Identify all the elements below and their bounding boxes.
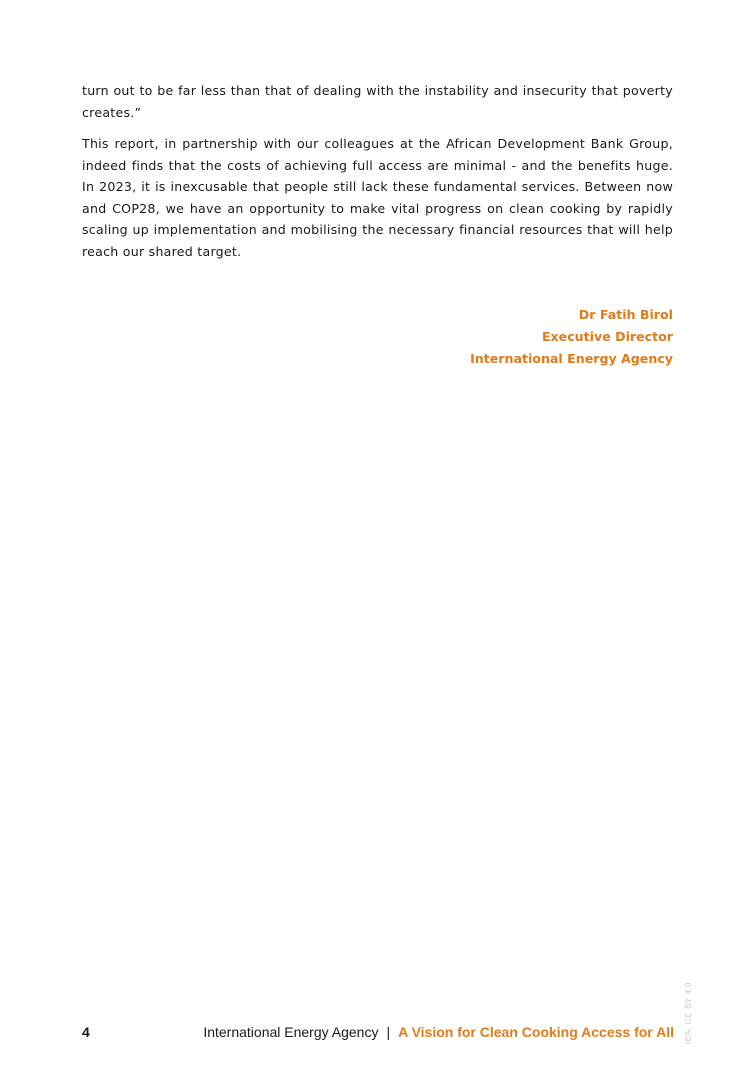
signatory-organization: International Energy Agency: [470, 351, 673, 366]
footer-separator: |: [386, 1024, 391, 1040]
license-notice: IEA. CC BY 4.0.: [684, 979, 693, 1044]
body-paragraph-1: turn out to be far less than that of dealing with the instability and insecurity that poverty creates.”: [82, 83, 673, 120]
signatory-name: Dr Fatih Birol: [578, 307, 673, 322]
signatory-role: Executive Director: [541, 329, 673, 344]
footer-title-group: [203, 1024, 674, 1040]
page-number: 4: [82, 1024, 90, 1040]
footer-report-title: A Vision for Clean Cooking Access for All: [398, 1024, 674, 1040]
body-paragraph-2: This report, in partnership with our colleagues at the African Development Bank Group, indeed finds that the costs of achieving full access are minimal - and the benefits huge. In 2023, it is inexcusable that people still lack these fundamental services. Between now and COP28, we have an opportunity to make vital progress on clean cooking by rapidly scaling up implementation and mobilising the necessary financial resources that will help reach our shared target.: [82, 136, 673, 259]
footer-organization: International Energy Agency: [203, 1024, 379, 1040]
signature-block: [470, 304, 673, 370]
page-footer: [82, 1024, 674, 1044]
